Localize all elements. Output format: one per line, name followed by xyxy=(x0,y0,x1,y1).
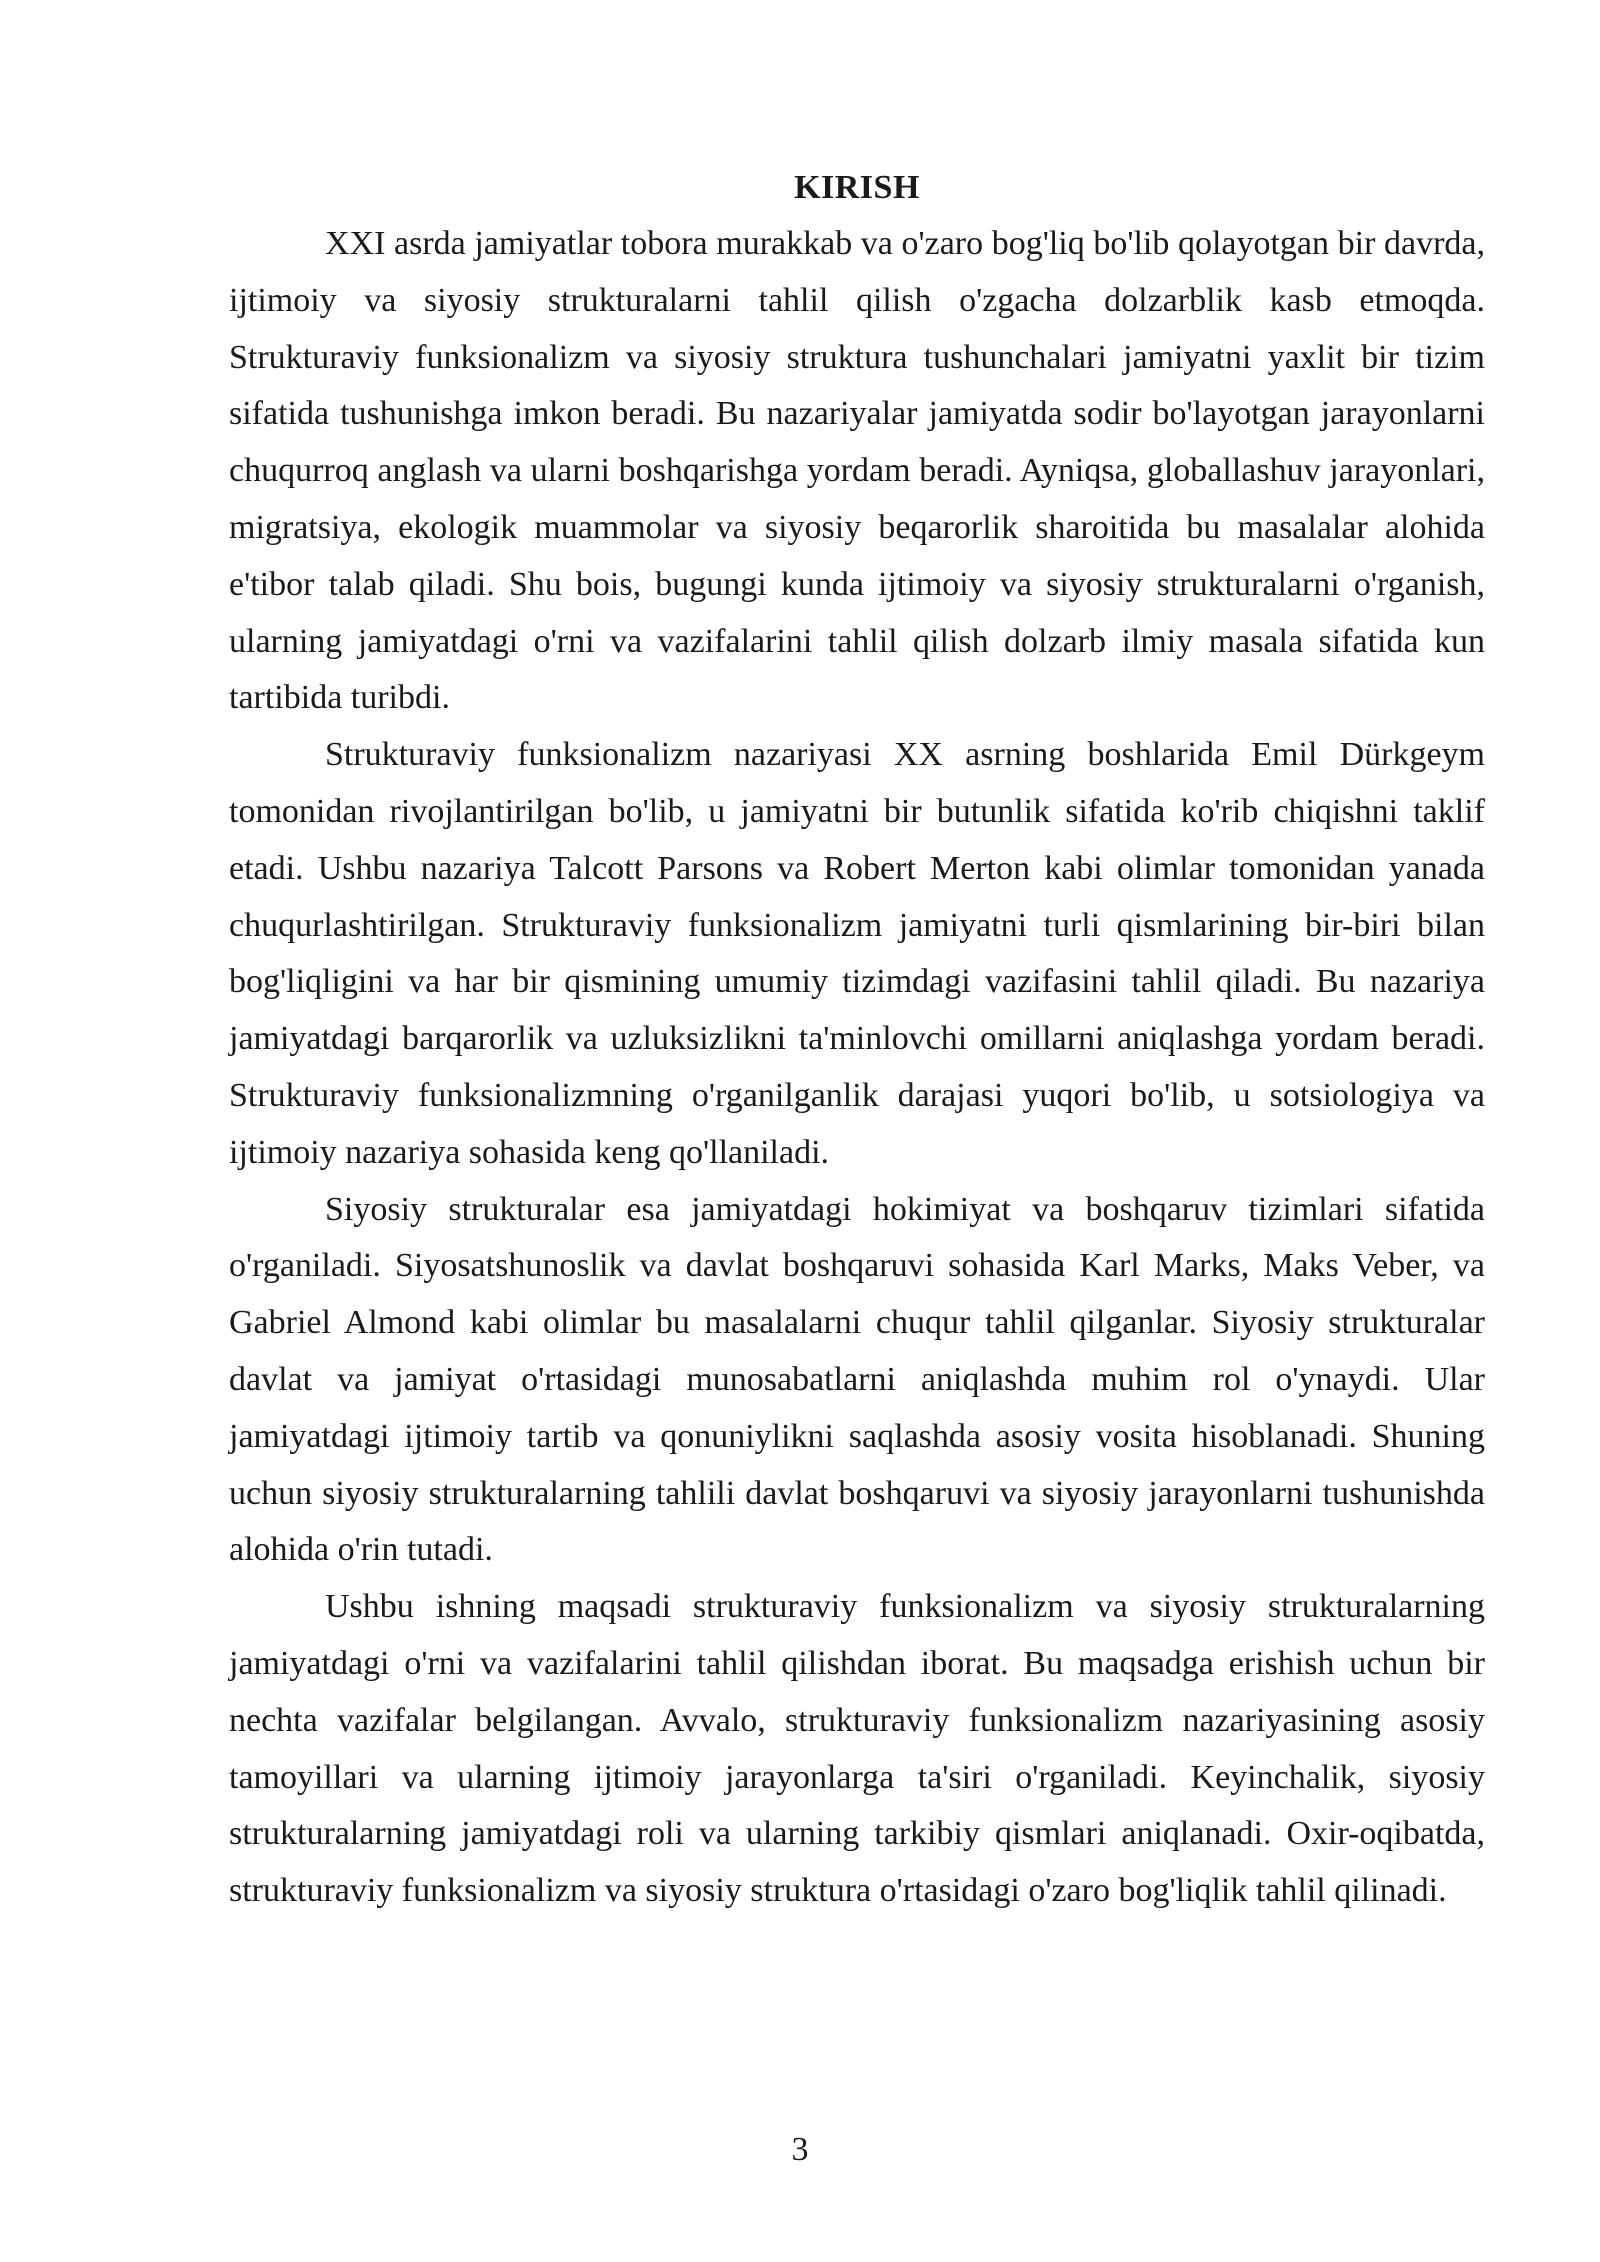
paragraph-intro: XXI asrda jamiyatlar tobora murakkab va o'zaro bog'liq bo'lib qolayotgan bir davrda, ijtimoiy va siyosiy strukturalarni tahlil qilish o'zgacha dolzarblik kasb etmoqda. Strukturaviy funksionalizm va siyosiy struktura tushunchalari jamiyatni yaxlit bir tizim sifatida tushunishga imkon beradi. Bu nazariyalar jamiyatda sodir bo'layotgan jarayonlarni chuqurroq anglash va ularni boshqarishga yordam beradi. Ayniqsa, globallashuv jarayonlari, migratsiya, ekologik muammolar va siyosiy beqarorlik sharoitida bu masalalar alohida e'tibor talab qiladi. Shu bois, bugungi kunda ijtimoiy va siyosiy strukturalarni o'rganish, ularning jamiyatdagi o'rni va vazifalarini tahlil qilish dolzarb ilmiy masala sifatida kun tartibida turibdi. xyxy=(229,225,1485,717)
paragraph-aims: Ushbu ishning maqsadi strukturaviy funksionalizm va siyosiy strukturalarning jamiyatdagi o'rni va vazifalarini tahlil qilishdan iborat. Bu maqsadga erishish uchun bir nechta vazifalar belgilangan. Avvalo, strukturaviy funksionalizm nazariyasining asosiy tamoyillari va ularning ijtimoiy jarayonlarga ta'siri o'rganiladi. Keyinchalik, siyosiy strukturalarning jamiyatdagi roli va ularning tarkibiy qismlari aniqlanadi. Oxir-oqibatda, strukturaviy funksionalizm va siyosiy struktura o'rtasidagi o'zaro bog'liqlik tahlil qilinadi. xyxy=(229,1588,1485,1910)
page-title: KIRISH xyxy=(794,169,920,206)
paragraph-structural-functionalism: Strukturaviy funksionalizm nazariyasi XX asrning boshlarida Emil Dürkgeym tomonidan rivojlantirilgan bo'lib, u jamiyatni bir butunlik sifatida ko'rib chiqishni taklif etadi. Ushbu nazariya Talcott Parsons va Robert Merton kabi olimlar tomonidan yanada chuqurlashtirilgan. Strukturaviy funksionalizm jamiyatni turli qismlarining bir-biri bilan bog'liqligini va har bir qismining umumiy tizimdagi vazifasini tahlil qiladi. Bu nazariya jamiyatdagi barqarorlik va uzluksizlikni ta'minlovchi omillarni aniqlashga yordam beradi. Strukturaviy funksionalizmning o'rganilganlik darajasi yuqori bo'lib, u sotsiologiya va ijtimoiy nazariya sohasida keng qo'llaniladi. xyxy=(229,736,1485,1171)
document-page xyxy=(229,160,1485,1920)
paragraph-political-structures: Siyosiy strukturalar esa jamiyatdagi hokimiyat va boshqaruv tizimlari sifatida o'rganiladi. Siyosatshunoslik va davlat boshqaruvi sohasida Karl Marks, Maks Veber, va Gabriel Almond kabi olimlar bu masalalarni chuqur tahlil qilganlar. Siyosiy strukturalar davlat va jamiyat o'rtasidagi munosabatlarni aniqlashda muhim rol o'ynaydi. Ular jamiyatdagi ijtimoiy tartib va qonuniylikni saqlashda asosiy vosita hisoblanadi. Shuning uchun siyosiy strukturalarning tahlili davlat boshqaruvi va siyosiy jarayonlarni tushunishda alohida o'rin tutadi. xyxy=(229,1190,1485,1569)
page-number: 3 xyxy=(791,2131,809,2168)
